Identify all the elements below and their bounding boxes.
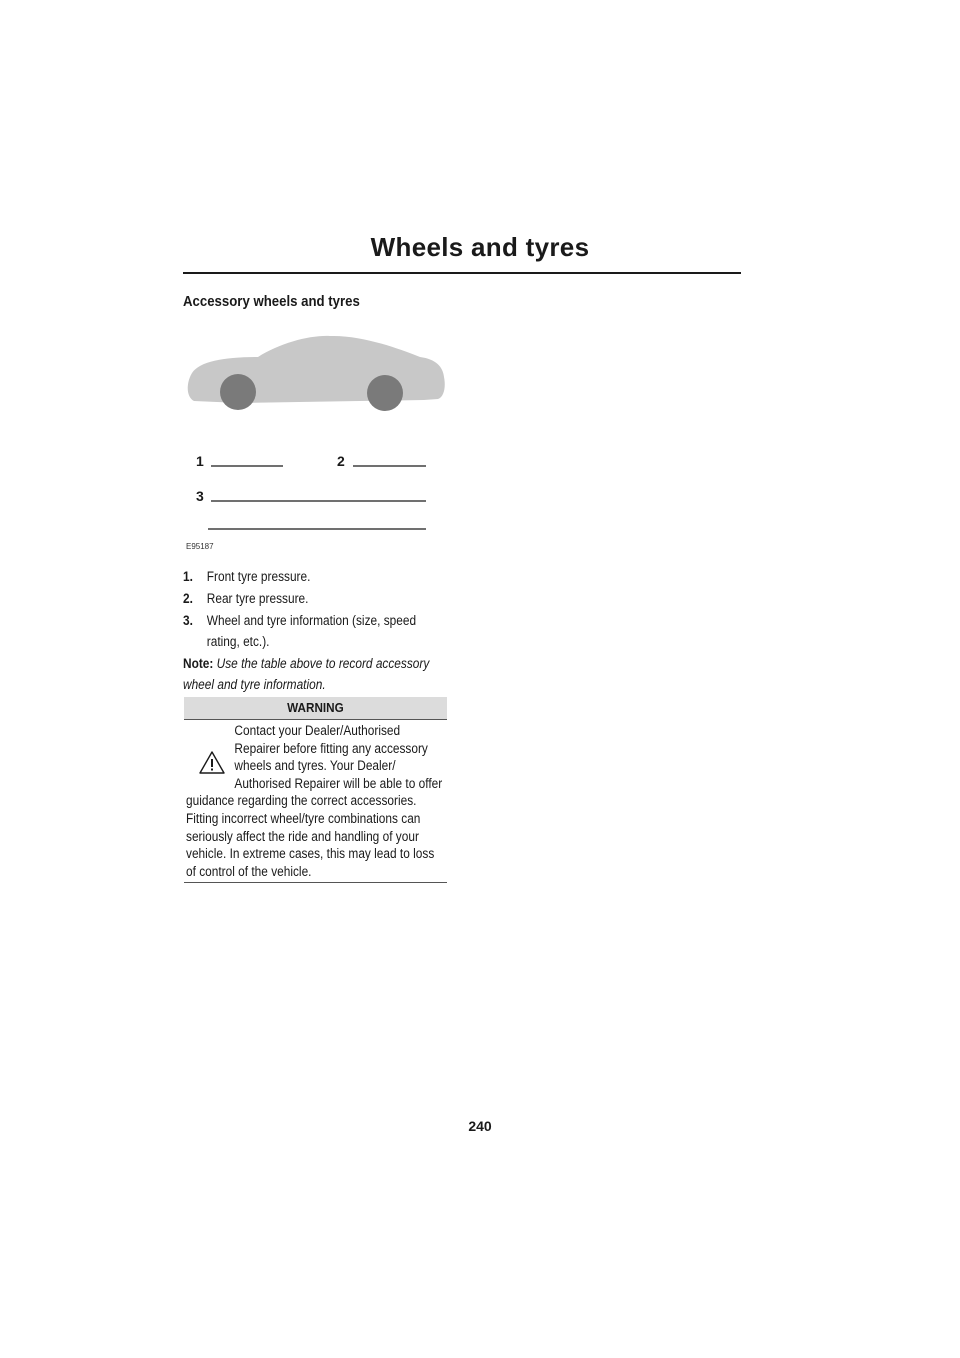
page-number: 240	[468, 1118, 492, 1134]
list-number: 3.	[183, 613, 193, 628]
figure-id: E95187	[186, 542, 214, 551]
warning-title: WARNING	[287, 700, 344, 715]
list-text: Rear tyre pressure.	[206, 591, 309, 606]
list-number: 2.	[183, 591, 193, 606]
warning-header	[184, 697, 447, 720]
label-1: 1	[196, 453, 204, 469]
list-text: Front tyre pressure.	[206, 569, 311, 584]
title-rule	[183, 272, 741, 274]
warning-box	[184, 697, 447, 883]
page-title: Wheels and tyres	[370, 232, 590, 262]
list-text: Wheel and tyre information (size, speed rating, etc.).	[206, 613, 417, 649]
label-2: 2	[337, 453, 345, 469]
list-number: 1.	[183, 569, 193, 584]
section-heading: Accessory wheels and tyres	[183, 293, 360, 310]
note-text: Use the table above to record accessory wheel and tyre information.	[183, 656, 430, 692]
warning-body	[184, 720, 447, 883]
note	[183, 653, 447, 695]
front-wheel	[220, 374, 256, 410]
note-label: Note:	[183, 656, 214, 671]
rear-wheel	[367, 375, 403, 411]
car-illustration	[180, 325, 450, 540]
label-3: 3	[196, 488, 204, 504]
warning-text	[186, 722, 445, 880]
warning-message: Contact your Dealer/Authorised Repairer before fitting any accessory wheels and tyres. Your Dealer/ Authorised Repairer will be able to offer guidance regarding the correct accessories. Fitting incorrect wheel/tyre combinations can seriously affect the ride and handling of your vehicle. In extreme cases, this may lead to loss of control of the vehicle.	[186, 723, 443, 879]
